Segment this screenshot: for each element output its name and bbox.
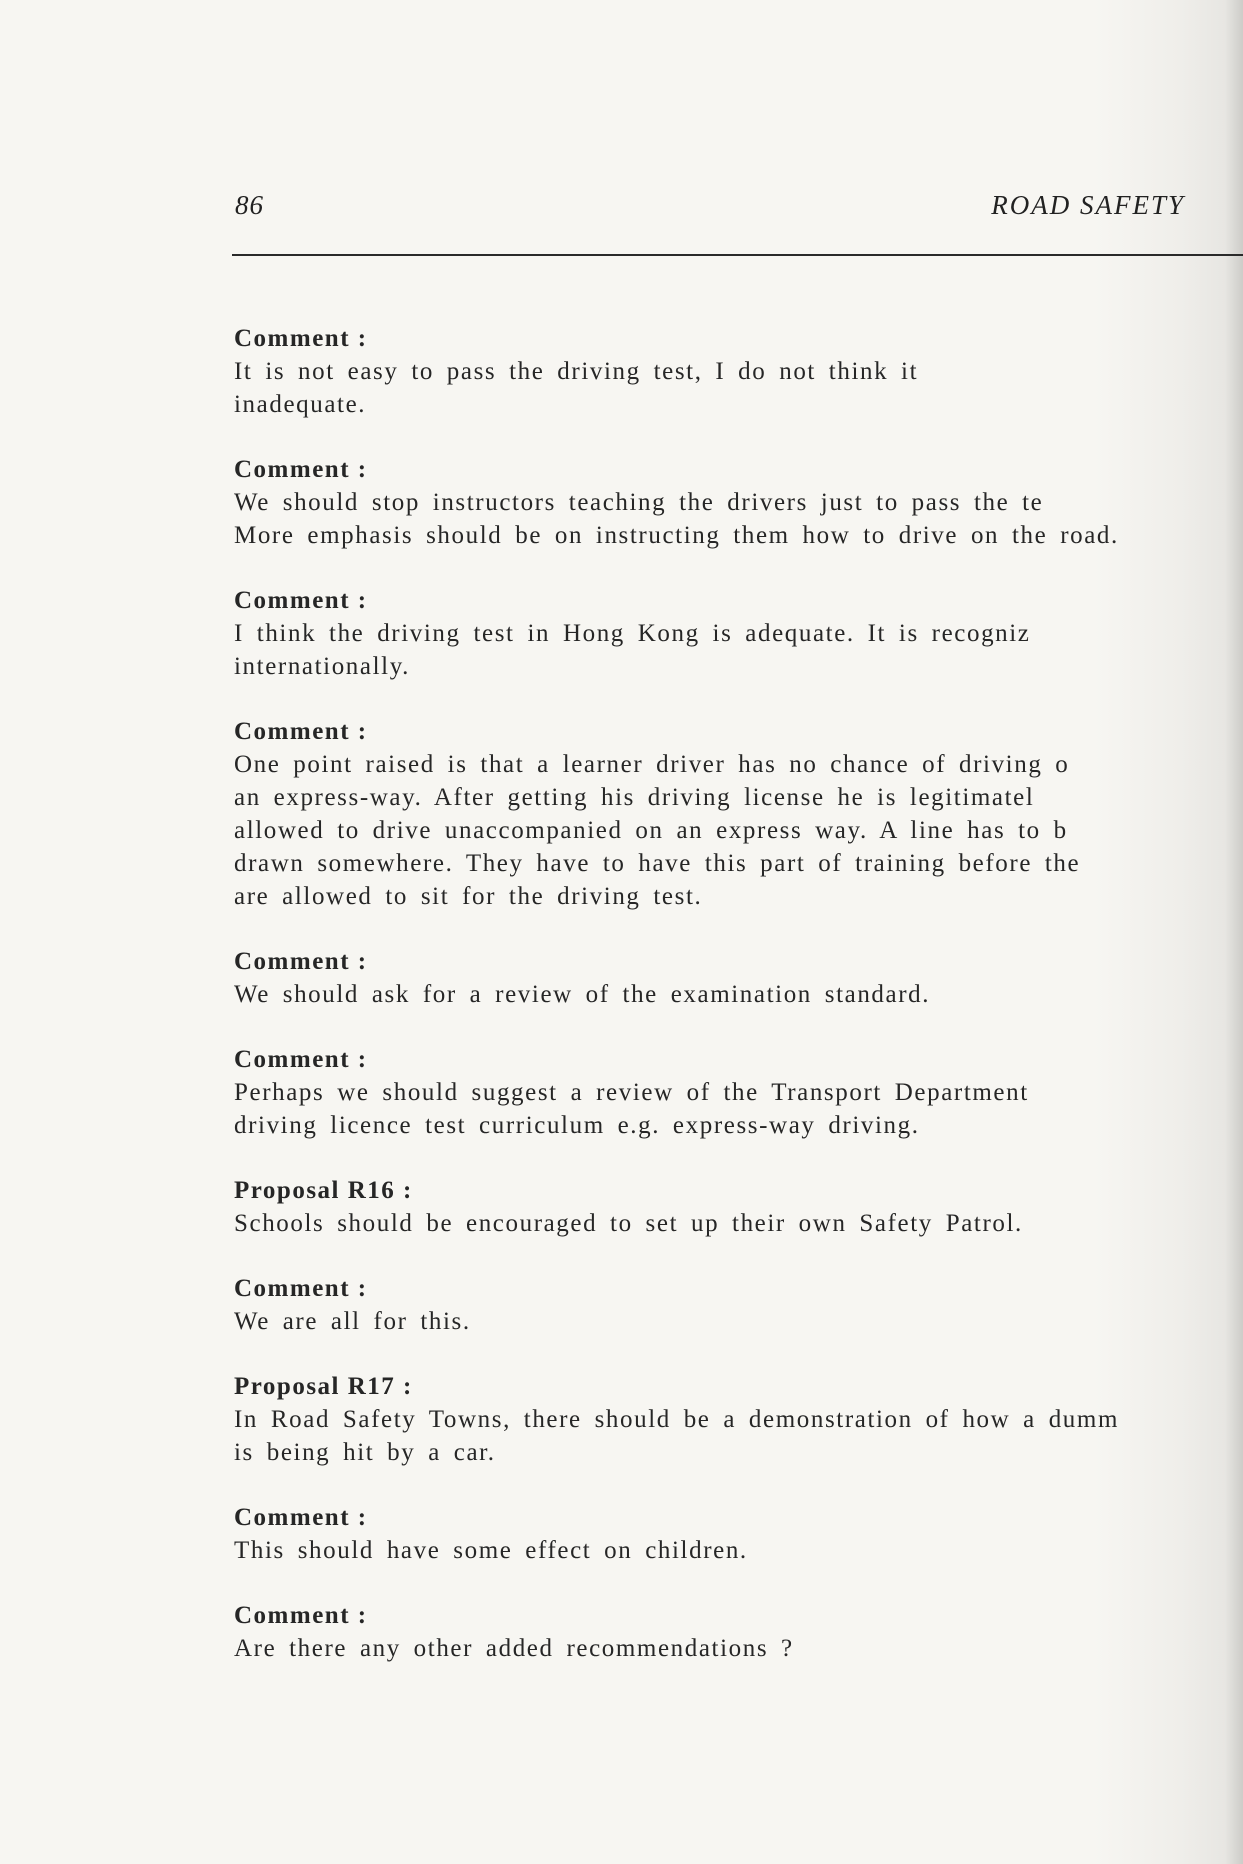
entry: [234, 715, 1243, 913]
entry-label: Comment :: [234, 587, 368, 614]
entry-label: Comment :: [234, 1504, 368, 1531]
entry: [234, 1501, 1243, 1567]
header-rule: [232, 254, 1243, 256]
entry-text: This should have some effect on children.: [234, 1537, 748, 1564]
entry-text: Are there any other added recommendations ?: [234, 1635, 794, 1662]
entry: [234, 1272, 1243, 1338]
entry-label: Comment :: [234, 1602, 368, 1629]
entry-label: Comment :: [234, 1046, 368, 1073]
proposal-entry: [234, 1370, 1243, 1469]
running-head: ROAD SAFETY: [991, 190, 1185, 220]
entry-text: One point raised is that a learner driver has no chance of driving o an express-way. After getting his driving license he is legitimatel allowed to drive unaccompanied on an express way. A line has to b drawn somewhere. They have to have this part of training before the are allowed to sit for the driving test.: [234, 751, 1081, 910]
entry-label: Comment :: [234, 325, 368, 352]
entry: [234, 945, 1243, 1011]
page-body: [234, 322, 1243, 1697]
entry: [234, 584, 1243, 683]
entry-text: We should stop instructors teaching the drivers just to pass the te More emphasis should be on instructing them how to drive on the road.: [234, 489, 1119, 549]
entry: [234, 1043, 1243, 1142]
entry-label: Comment :: [234, 1275, 368, 1302]
entry: [234, 1599, 1243, 1665]
entry-text: I think the driving test in Hong Kong is adequate. It is recogniz internationally.: [234, 620, 1031, 680]
page-header: [235, 190, 1185, 230]
entry-label: Comment :: [234, 456, 368, 483]
proposal-text: In Road Safety Towns, there should be a demonstration of how a dumm is being hit by a car.: [234, 1406, 1119, 1466]
page-number: 86: [235, 190, 264, 220]
entry-text: We are all for this.: [234, 1308, 471, 1335]
entry-text: Perhaps we should suggest a review of the Transport Department driving licence test curriculum e.g. express-way driving.: [234, 1079, 1029, 1139]
proposal-text: Schools should be encouraged to set up their own Safety Patrol.: [234, 1210, 1023, 1237]
proposal-label: Proposal R16 :: [234, 1177, 413, 1204]
entry-label: Comment :: [234, 948, 368, 975]
entry: [234, 322, 1243, 421]
entry-label: Comment :: [234, 718, 368, 745]
entry: [234, 453, 1243, 552]
entry-text: We should ask for a review of the examination standard.: [234, 981, 931, 1008]
entry-text: It is not easy to pass the driving test, I do not think it inadequate.: [234, 358, 919, 418]
proposal-entry: [234, 1174, 1243, 1240]
proposal-label: Proposal R17 :: [234, 1373, 413, 1400]
